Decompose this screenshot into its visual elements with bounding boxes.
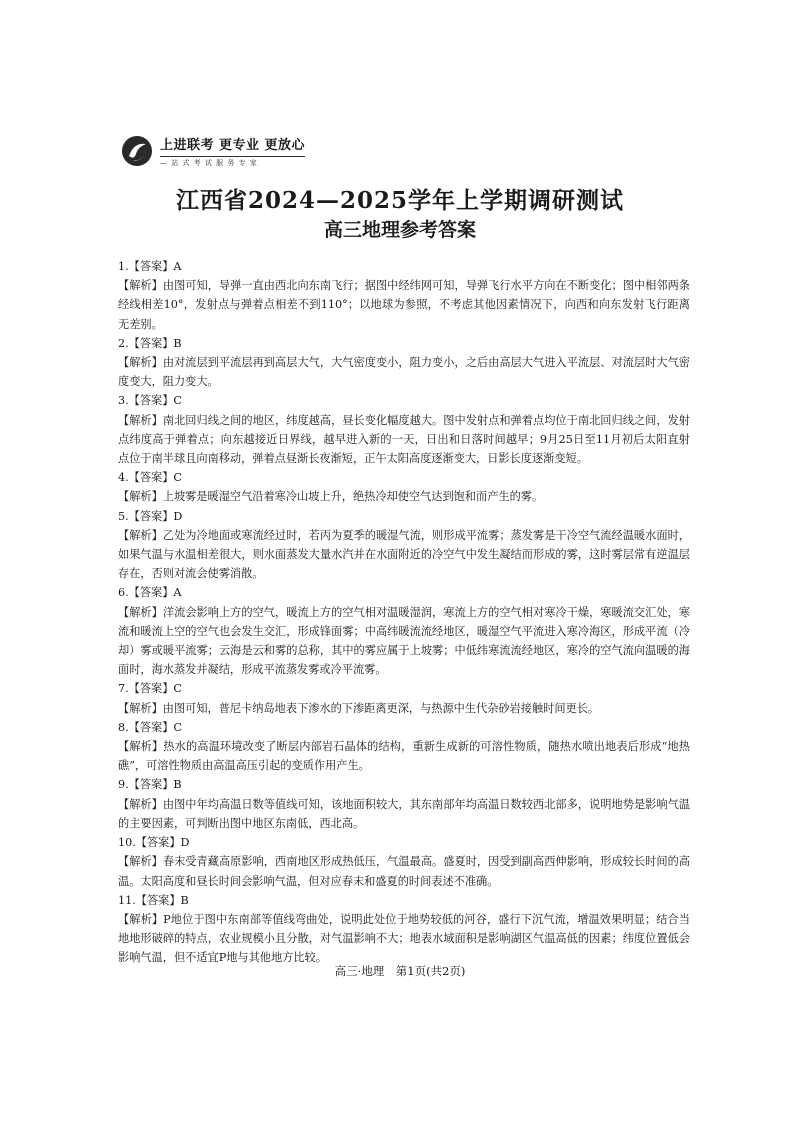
answer-line: 5.【答案】D xyxy=(118,509,183,523)
question-7 xyxy=(118,679,690,717)
logo-slogan: 上进联考 更专业 更放心 xyxy=(160,138,306,153)
question-8 xyxy=(118,718,690,776)
document-subtitle: 高三地理参考答案 xyxy=(323,219,476,241)
page-footer: 高三·地理 第1页(共2页) xyxy=(334,964,466,978)
question-9 xyxy=(118,775,690,833)
logo-tagline: — 站 式 考 试 服 务 专 家 xyxy=(160,156,305,168)
analysis-text: 【解析】热水的高温环境改变了断层内部岩石晶体的结构，重新生成新的可溶性物质，随热水喷出地表后形成“地热礁”，可溶性物质由高温高压引起的变质作用产生。 xyxy=(118,740,690,773)
answer-line: 11.【答案】B xyxy=(118,893,189,907)
analysis-text: 【解析】南北回归线之间的地区，纬度越高，昼长变化幅度越大。图中发射点和弹着点均位于南北回归线之间，发射点纬度高于弹着点；向东越接近日界线，越早进入新的一天，日出和日落时间越早；9月25日至11月初后太阳直射点位于南半球且向南移动，弹着点昼渐长夜渐短，正午太阳高度逐渐变大，日影长度逐渐变短。 xyxy=(118,413,690,466)
question-10 xyxy=(118,833,690,891)
answer-line: 1.【答案】A xyxy=(118,260,182,273)
analysis-text: 【解析】由图可知，普尼卡纳岛地表下渗水的下渗距离更深，与热源中生代杂砂岩接触时间更长。 xyxy=(118,701,600,715)
analysis-text: 【解析】洋流会影响上方的空气，暖流上方的空气相对温暖湿润，寒流上方的空气相对寒冷干燥，寒暖流交汇处，寒流和暖流上空的空气也会发生交汇，形成锋面雾；中高纬暖流流经地区，暖湿空气平流进入寒冷海区，形成平流（冷却）雾或暖平流雾；云海是云和雾的总称，其中的雾应属于上坡雾；中低纬寒流流经地区，寒冷的空气流向温暖的海面时，海水蒸发并凝结，形成平流蒸发雾或冷平流雾。 xyxy=(118,605,690,677)
analysis-text: 【解析】由图可知，导弹一直由西北向东南飞行；据图中经纬网可知，导弹飞行水平方向在不断变化；图中相邻两条经线相差10°，发射点与弹着点相差不到110°；以地球为参照，不考虑其他因素情况下，向西和向东发射飞行距离无差别。 xyxy=(118,279,690,331)
answer-line: 4.【答案】C xyxy=(118,471,182,485)
analysis-text: 【解析】乙处为冷地面或寒流经过时，若丙为夏季的暖湿气流，则形成平流雾；蒸发雾是干冷空气流经温暖水面时，如果气温与水温相差很大，则水面蒸发大量水汽并在水面附近的冷空气中发生凝结而形成的雾，这时雾层常有逆温层存在，否则对流会使雾消散。 xyxy=(118,528,690,581)
question-5 xyxy=(118,507,690,584)
question-2 xyxy=(118,334,690,392)
question-4 xyxy=(118,468,690,506)
analysis-text: 【解析】春末受青藏高原影响，西南地区形成热低压，气温最高。盛夏时，因受到副高西伸影响，形成较长时间的高温。太阳高度和昼长时间会影响气温，但对应春末和盛夏的时间表述不准确。 xyxy=(118,855,690,888)
analysis-text: 【解析】由对流层到平流层再到高层大气，大气密度变小，阻力变小，之后由高层大气进入平流层、对流层时大气密度变大，阻力变大。 xyxy=(118,356,690,389)
answer-line: 10.【答案】D xyxy=(118,836,190,850)
question-3 xyxy=(118,391,690,468)
analysis-text: 【解析】由图中年均高温日数等值线可知，该地面积较大，其东南部年均高温日数较西北部多，说明地势是影响气温的主要因素，可判断出图中地区东南低，西北高。 xyxy=(118,797,690,830)
answer-line: 2.【答案】B xyxy=(118,336,182,350)
answer-line: 3.【答案】C xyxy=(118,394,182,408)
question-6 xyxy=(118,583,690,679)
question-11 xyxy=(118,891,690,968)
publisher-logo xyxy=(120,134,305,168)
analysis-text: 【解析】上坡雾是暖湿空气沿着寒冷山坡上升，绝热冷却使空气达到饱和而产生的雾。 xyxy=(118,490,544,504)
question-1 xyxy=(118,257,690,334)
answer-line: 7.【答案】C xyxy=(118,682,182,696)
answer-key xyxy=(118,257,690,968)
analysis-text: 【解析】P地位于图中东南部等值线弯曲处，说明此处位于地势较低的河谷，盛行下沉气流，增温效果明显；结合当地地形破碎的特点，农业规模小且分散，对气温影响不大；地表水域面积是影响湖区气温高低的因素；纬度位置低会影响气温，但不适宜P地与其他地方比较。 xyxy=(118,912,690,965)
document-title: 江西省2024—2025学年上学期调研测试 xyxy=(175,187,625,214)
swirl-logo-icon xyxy=(120,134,154,168)
answer-line: 9.【答案】B xyxy=(118,778,182,792)
answer-line: 8.【答案】C xyxy=(118,720,182,734)
answer-line: 6.【答案】A xyxy=(118,586,182,600)
